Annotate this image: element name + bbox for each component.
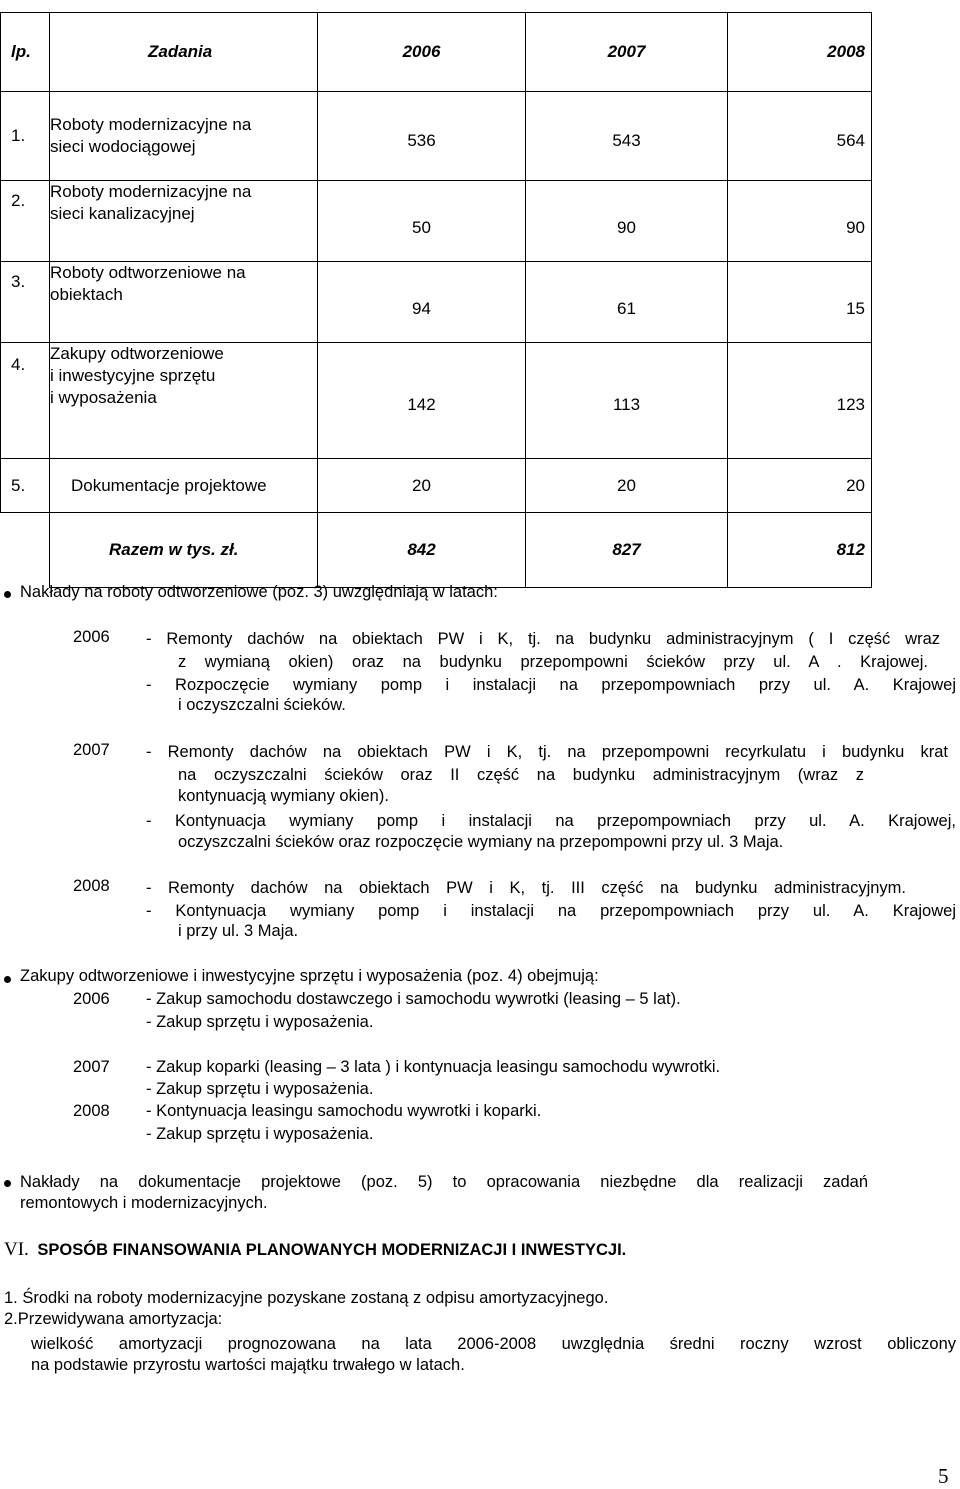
task-line: i inwestycyjne sprzętu <box>50 366 216 385</box>
financing-item-2-line: wielkość amortyzacji prognozowana na lata 2006-2008 uwzględnia średni roczny wzrost obliczony <box>31 1335 956 1353</box>
purchases-2007-line: - Zakup koparki (leasing – 3 lata ) i kontynuacja leasingu samochodu wywrotki. <box>146 1058 721 1076</box>
renovation-2006-line: - Rozpoczęcie wymiany pomp i instalacji na przepompowniach przy ul. A. Krajowej <box>146 676 956 694</box>
task-line: Zakupy odtworzeniowe <box>50 344 224 363</box>
table-header-row <box>1 13 872 92</box>
task-line: Roboty modernizacyjne na <box>50 115 252 134</box>
header-lp: lp. <box>1 13 50 92</box>
total-2007: 827 <box>526 513 728 588</box>
renovation-2006-line: z wymianą okien) oraz na budynku przepompowni ścieków przy ul. A . Krajowej. <box>178 653 928 671</box>
row-number: 4. <box>1 343 50 459</box>
task-line: sieci kanalizacyjnej <box>50 204 195 223</box>
docs-line: remontowych i modernizacyjnych. <box>20 1194 268 1212</box>
task-line: Dokumentacje projektowe <box>71 475 267 495</box>
table-row <box>1 262 872 343</box>
renovation-2006-line: i oczyszczalni ścieków. <box>178 696 346 714</box>
financing-item-2: 2.Przewidywana amortyzacja: <box>4 1310 223 1328</box>
financing-item-2-line: na podstawie przyrostu wartości majątku trwałego w latach. <box>31 1356 465 1374</box>
year-label-2007: 2007 <box>73 1058 110 1076</box>
year-label-2008: 2008 <box>73 1102 110 1120</box>
purchases-2006-line: - Zakup samochodu dostawczego i samochodu wywrotki (leasing – 5 lat). <box>146 990 681 1008</box>
year-label-2007: 2007 <box>73 741 110 759</box>
task-line: i wyposażenia <box>50 388 157 407</box>
renovation-2007-line: na oczyszczalni ścieków oraz II część na budynku administracyjnym (wraz z <box>178 766 864 784</box>
value-2008: 15 <box>728 262 872 343</box>
header-2008: 2008 <box>728 13 872 92</box>
renovation-2008-line: - Remonty dachów na obiektach PW i K, tj. III część na budynku administracyjnym. <box>146 879 906 897</box>
bullet-icon <box>4 1180 11 1187</box>
value-2008: 20 <box>728 459 872 513</box>
value-2006: 50 <box>318 181 526 262</box>
table-row <box>1 92 872 181</box>
table-row <box>1 459 872 513</box>
value-2007: 543 <box>526 92 728 181</box>
value-2007: 61 <box>526 262 728 343</box>
total-label: Razem w tys. zł. <box>50 513 318 588</box>
table-row <box>1 181 872 262</box>
year-label-2006: 2006 <box>73 628 110 646</box>
budget-table <box>0 12 872 588</box>
header-task: Zadania <box>50 13 318 92</box>
value-2007: 113 <box>526 343 728 459</box>
section-roman-numeral: VI. <box>4 1239 29 1260</box>
renovation-2008-line: i przy ul. 3 Maja. <box>178 922 299 940</box>
renovation-intro: Nakłady na roboty odtworzeniowe (poz. 3) uwzględniają w latach: <box>20 583 498 601</box>
renovation-2008-line: - Kontynuacja wymiany pomp i instalacji na przepompowniach przy ul. A. Krajowej <box>146 902 956 920</box>
task-line: Roboty modernizacyjne na <box>50 182 252 201</box>
purchases-2008-line: - Kontynuacja leasingu samochodu wywrotki i koparki. <box>146 1102 542 1120</box>
renovation-2007-line: - Kontynuacja wymiany pomp i instalacji na przepompowniach przy ul. A. Krajowej, <box>146 812 956 830</box>
value-2006: 20 <box>318 459 526 513</box>
renovation-2007-line: oczyszczalni ścieków oraz rozpoczęcie wymiany na przepompowni przy ul. 3 Maja. <box>178 833 784 851</box>
renovation-2006-line: - Remonty dachów na obiektach PW i K, tj. na budynku administracyjnym ( I część wraz <box>146 630 940 648</box>
total-2006: 842 <box>318 513 526 588</box>
row-number: 3. <box>1 262 50 343</box>
row-task <box>50 92 318 181</box>
row-number: 1. <box>1 92 50 181</box>
year-label-2006: 2006 <box>73 990 110 1008</box>
purchases-2007-line: - Zakup sprzętu i wyposażenia. <box>146 1080 374 1098</box>
header-2006: 2006 <box>318 13 526 92</box>
row-number: 2. <box>1 181 50 262</box>
value-2007: 20 <box>526 459 728 513</box>
page-number: 5 <box>938 1464 949 1488</box>
purchases-2008-line: - Zakup sprzętu i wyposażenia. <box>146 1125 374 1143</box>
bullet-icon <box>4 591 11 598</box>
value-2007: 90 <box>526 181 728 262</box>
section-heading <box>4 1239 626 1261</box>
row-task <box>50 459 318 513</box>
header-2007: 2007 <box>526 13 728 92</box>
year-label-2008: 2008 <box>73 877 110 895</box>
renovation-2007-line: - Remonty dachów na obiektach PW i K, tj. na przepompowni recyrkulatu i budynku krat <box>146 743 948 761</box>
docs-line: Nakłady na dokumentacje projektowe (poz. 5) to opracowania niezbędne dla realizacji zadań <box>20 1173 868 1191</box>
purchases-2006-line: - Zakup sprzętu i wyposażenia. <box>146 1013 374 1031</box>
row-number: 5. <box>1 459 50 513</box>
value-2008: 90 <box>728 181 872 262</box>
row-task <box>50 181 318 262</box>
task-line: sieci wodociągowej <box>50 137 196 156</box>
section-title: SPOSÓB FINANSOWANIA PLANOWANYCH MODERNIZACJI I INWESTYCJI. <box>37 1241 627 1259</box>
value-2008: 564 <box>728 92 872 181</box>
task-line: Roboty odtworzeniowe na <box>50 263 246 282</box>
value-2006: 536 <box>318 92 526 181</box>
task-line: obiektach <box>50 285 123 304</box>
table-total-row <box>1 513 872 588</box>
row-task <box>50 343 318 459</box>
row-task <box>50 262 318 343</box>
financing-item-1: 1. Środki na roboty modernizacyjne pozyskane zostaną z odpisu amortyzacyjnego. <box>4 1289 609 1307</box>
table-row <box>1 343 872 459</box>
value-2008: 123 <box>728 343 872 459</box>
purchases-intro: Zakupy odtworzeniowe i inwestycyjne sprzętu i wyposażenia (poz. 4) obejmują: <box>20 967 599 985</box>
value-2006: 94 <box>318 262 526 343</box>
total-2008: 812 <box>728 513 872 588</box>
value-2006: 142 <box>318 343 526 459</box>
renovation-2007-line: kontynuacją wymiany okien). <box>178 787 389 805</box>
bullet-icon <box>4 976 11 983</box>
